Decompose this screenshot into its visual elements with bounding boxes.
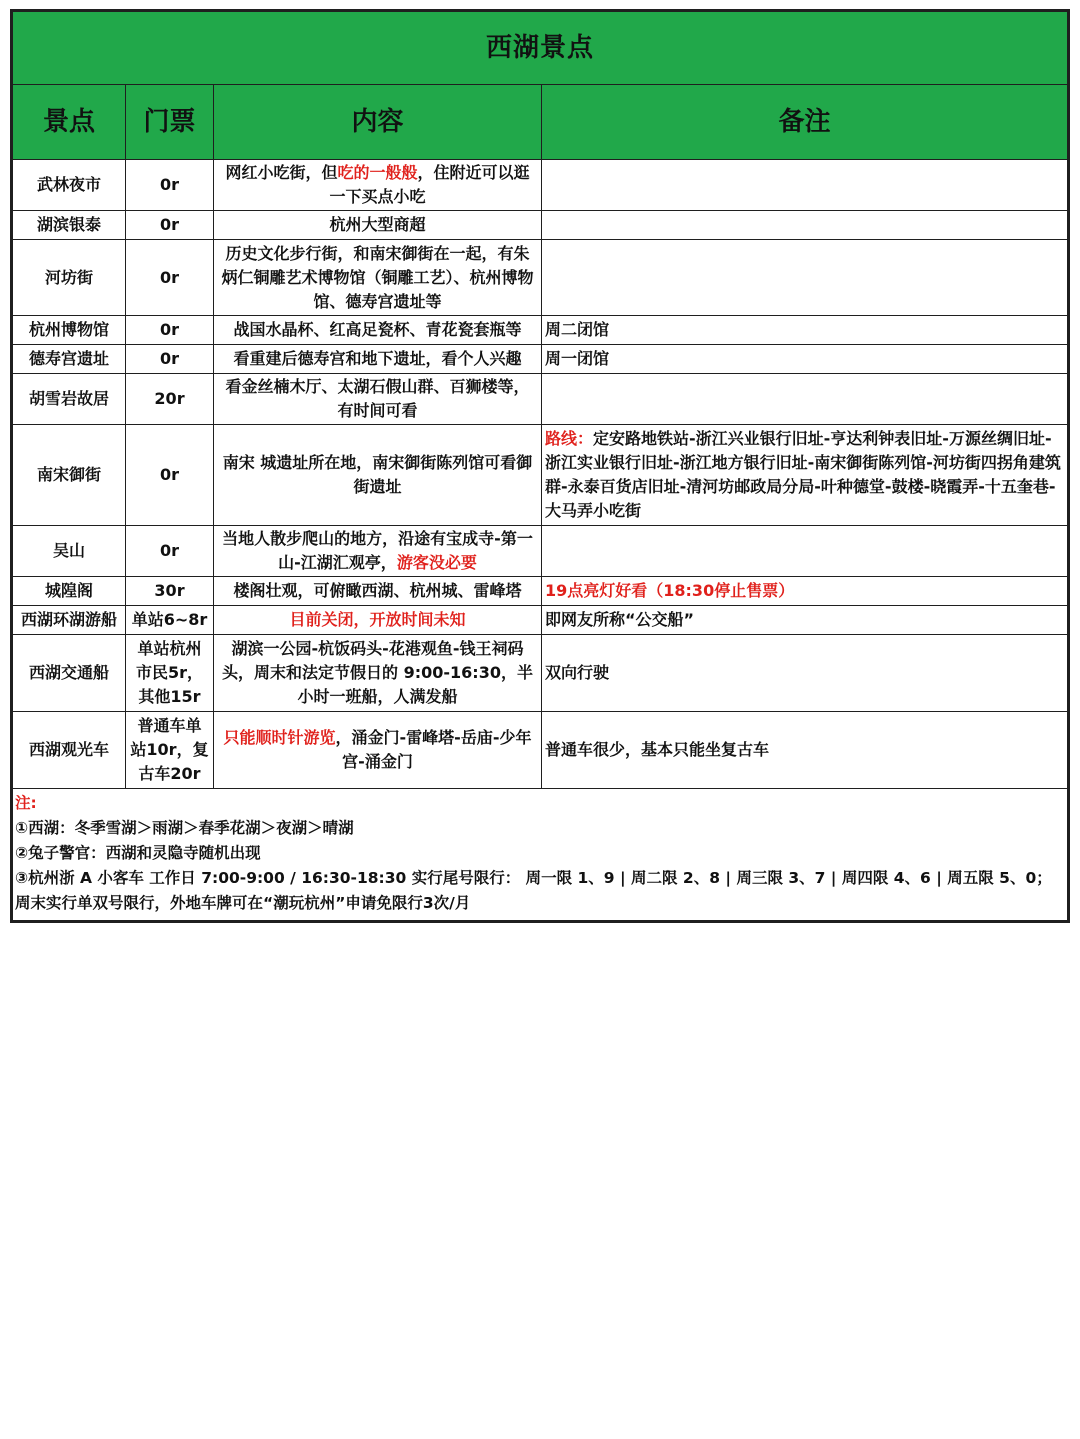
header-note: 备注 bbox=[542, 85, 1068, 160]
ticket-price: 单站6~8r bbox=[126, 606, 214, 635]
attraction-name: 武林夜市 bbox=[13, 160, 126, 211]
table-row bbox=[13, 526, 1068, 577]
header-content: 内容 bbox=[214, 85, 542, 160]
content-cell: 看重建后德寿宫和地下遗址，看个人兴趣 bbox=[214, 345, 542, 374]
table-row bbox=[13, 316, 1068, 345]
ticket-price: 20r bbox=[126, 374, 214, 425]
content-cell bbox=[214, 160, 542, 211]
route-text: 定安路地铁站-浙江兴业银行旧址-亨达利钟表旧址-万源丝绸旧址-浙江实业银行旧址-浙江地方银行旧址-南宋御街陈列馆-河坊街四拐角建筑群-永泰百货店旧址-清河坊邮政局分局-叶种德堂-鼓楼-晓霞弄-十五奎巷-大马弄小吃街 bbox=[545, 429, 1061, 520]
content-text: ，涌金门-雷峰塔-岳庙-少年宫-涌金门 bbox=[335, 728, 532, 771]
table-row bbox=[13, 240, 1068, 316]
ticket-price: 0r bbox=[126, 425, 214, 526]
attractions-sheet bbox=[10, 9, 1070, 923]
content-cell: 历史文化步行街，和南宋御街在一起，有朱炳仁铜雕艺术博物馆（铜雕工艺）、杭州博物馆、德寿宫遗址等 bbox=[214, 240, 542, 316]
attraction-name: 胡雪岩故居 bbox=[13, 374, 126, 425]
attraction-name: 德寿宫遗址 bbox=[13, 345, 126, 374]
table-row bbox=[13, 606, 1068, 635]
note-cell: 周一闭馆 bbox=[542, 345, 1068, 374]
note-line: ②兔子警官：西湖和灵隐寺随机出现 bbox=[15, 844, 261, 862]
content-cell: 战国水晶杯、红高足瓷杯、青花瓷套瓶等 bbox=[214, 316, 542, 345]
attraction-name: 吴山 bbox=[13, 526, 126, 577]
content-cell: 南宋 城遗址所在地，南宋御街陈列馆可看御街遗址 bbox=[214, 425, 542, 526]
content-cell: 看金丝楠木厅、太湖石假山群、百狮楼等，有时间可看 bbox=[214, 374, 542, 425]
ticket-price: 0r bbox=[126, 211, 214, 240]
attraction-name: 城隍阁 bbox=[13, 577, 126, 606]
note-line: ③杭州浙 A 小客车 工作日 7:00-9:00 / 16:30-18:30 实行尾号限行： 周一限 1、9 | 周二限 2、8 | 周三限 3、7 | 周四限 4、6 | 周五限 5、0； bbox=[15, 869, 1052, 887]
note-cell: 即网友所称“公交船” bbox=[542, 606, 1068, 635]
note-line: ①西湖：冬季雪湖＞雨湖＞春季花湖＞夜湖＞晴湖 bbox=[15, 819, 354, 837]
table-row bbox=[13, 425, 1068, 526]
content-cell bbox=[214, 526, 542, 577]
content-text: 当地人散步爬山的地方，沿途有宝成寺-第一山-江湖汇观亭， bbox=[222, 529, 533, 572]
ticket-price: 0r bbox=[126, 160, 214, 211]
content-text: ，住附近可以逛一下买点小吃 bbox=[329, 163, 530, 206]
note-line: 周末实行单双号限行，外地车牌可在“潮玩杭州”申请免限行3次/月 bbox=[15, 894, 471, 912]
note-cell: 19点亮灯好看（18:30停止售票） bbox=[542, 577, 1068, 606]
notes-cell bbox=[13, 789, 1068, 921]
header-ticket: 门票 bbox=[126, 85, 214, 160]
content-text: 网红小吃街，但 bbox=[225, 163, 338, 182]
content-highlight: 只能顺时针游览 bbox=[223, 728, 336, 747]
attraction-name: 湖滨银泰 bbox=[13, 211, 126, 240]
note-cell: 普通车很少，基本只能坐复古车 bbox=[542, 712, 1068, 789]
content-cell bbox=[214, 712, 542, 789]
route-label: 路线： bbox=[545, 429, 594, 448]
attraction-name: 西湖环湖游船 bbox=[13, 606, 126, 635]
ticket-price: 0r bbox=[126, 316, 214, 345]
header-name: 景点 bbox=[13, 85, 126, 160]
title-row bbox=[13, 12, 1068, 85]
ticket-price: 0r bbox=[126, 240, 214, 316]
table-row bbox=[13, 211, 1068, 240]
table-row bbox=[13, 635, 1068, 712]
content-highlight: 游客没必要 bbox=[396, 553, 477, 572]
table-row bbox=[13, 160, 1068, 211]
content-cell: 湖滨一公园-杭饭码头-花港观鱼-钱王祠码头，周末和法定节假日的 9:00-16:30，半小时一班船，人满发船 bbox=[214, 635, 542, 712]
note-cell bbox=[542, 240, 1068, 316]
ticket-price: 0r bbox=[126, 345, 214, 374]
content-cell: 杭州大型商超 bbox=[214, 211, 542, 240]
attraction-name: 西湖交通船 bbox=[13, 635, 126, 712]
table-row bbox=[13, 374, 1068, 425]
note-cell bbox=[542, 425, 1068, 526]
note-cell bbox=[542, 526, 1068, 577]
ticket-price: 单站杭州市民5r，其他15r bbox=[126, 635, 214, 712]
attractions-table bbox=[12, 11, 1068, 921]
notes-label: 注: bbox=[15, 794, 37, 812]
content-cell: 楼阁壮观，可俯瞰西湖、杭州城、雷峰塔 bbox=[214, 577, 542, 606]
table-row bbox=[13, 345, 1068, 374]
ticket-price: 普通车单站10r，复古车20r bbox=[126, 712, 214, 789]
note-cell: 周二闭馆 bbox=[542, 316, 1068, 345]
attraction-name: 河坊街 bbox=[13, 240, 126, 316]
note-cell bbox=[542, 374, 1068, 425]
attraction-name: 西湖观光车 bbox=[13, 712, 126, 789]
note-cell: 双向行驶 bbox=[542, 635, 1068, 712]
header-row bbox=[13, 85, 1068, 160]
content-highlight: 吃的一般般 bbox=[337, 163, 418, 182]
attraction-name: 杭州博物馆 bbox=[13, 316, 126, 345]
table-row bbox=[13, 712, 1068, 789]
ticket-price: 30r bbox=[126, 577, 214, 606]
table-title: 西湖景点 bbox=[13, 12, 1068, 85]
note-cell bbox=[542, 211, 1068, 240]
content-cell: 目前关闭，开放时间未知 bbox=[214, 606, 542, 635]
attraction-name: 南宋御街 bbox=[13, 425, 126, 526]
ticket-price: 0r bbox=[126, 526, 214, 577]
note-cell bbox=[542, 160, 1068, 211]
notes-row bbox=[13, 789, 1068, 921]
table-row bbox=[13, 577, 1068, 606]
